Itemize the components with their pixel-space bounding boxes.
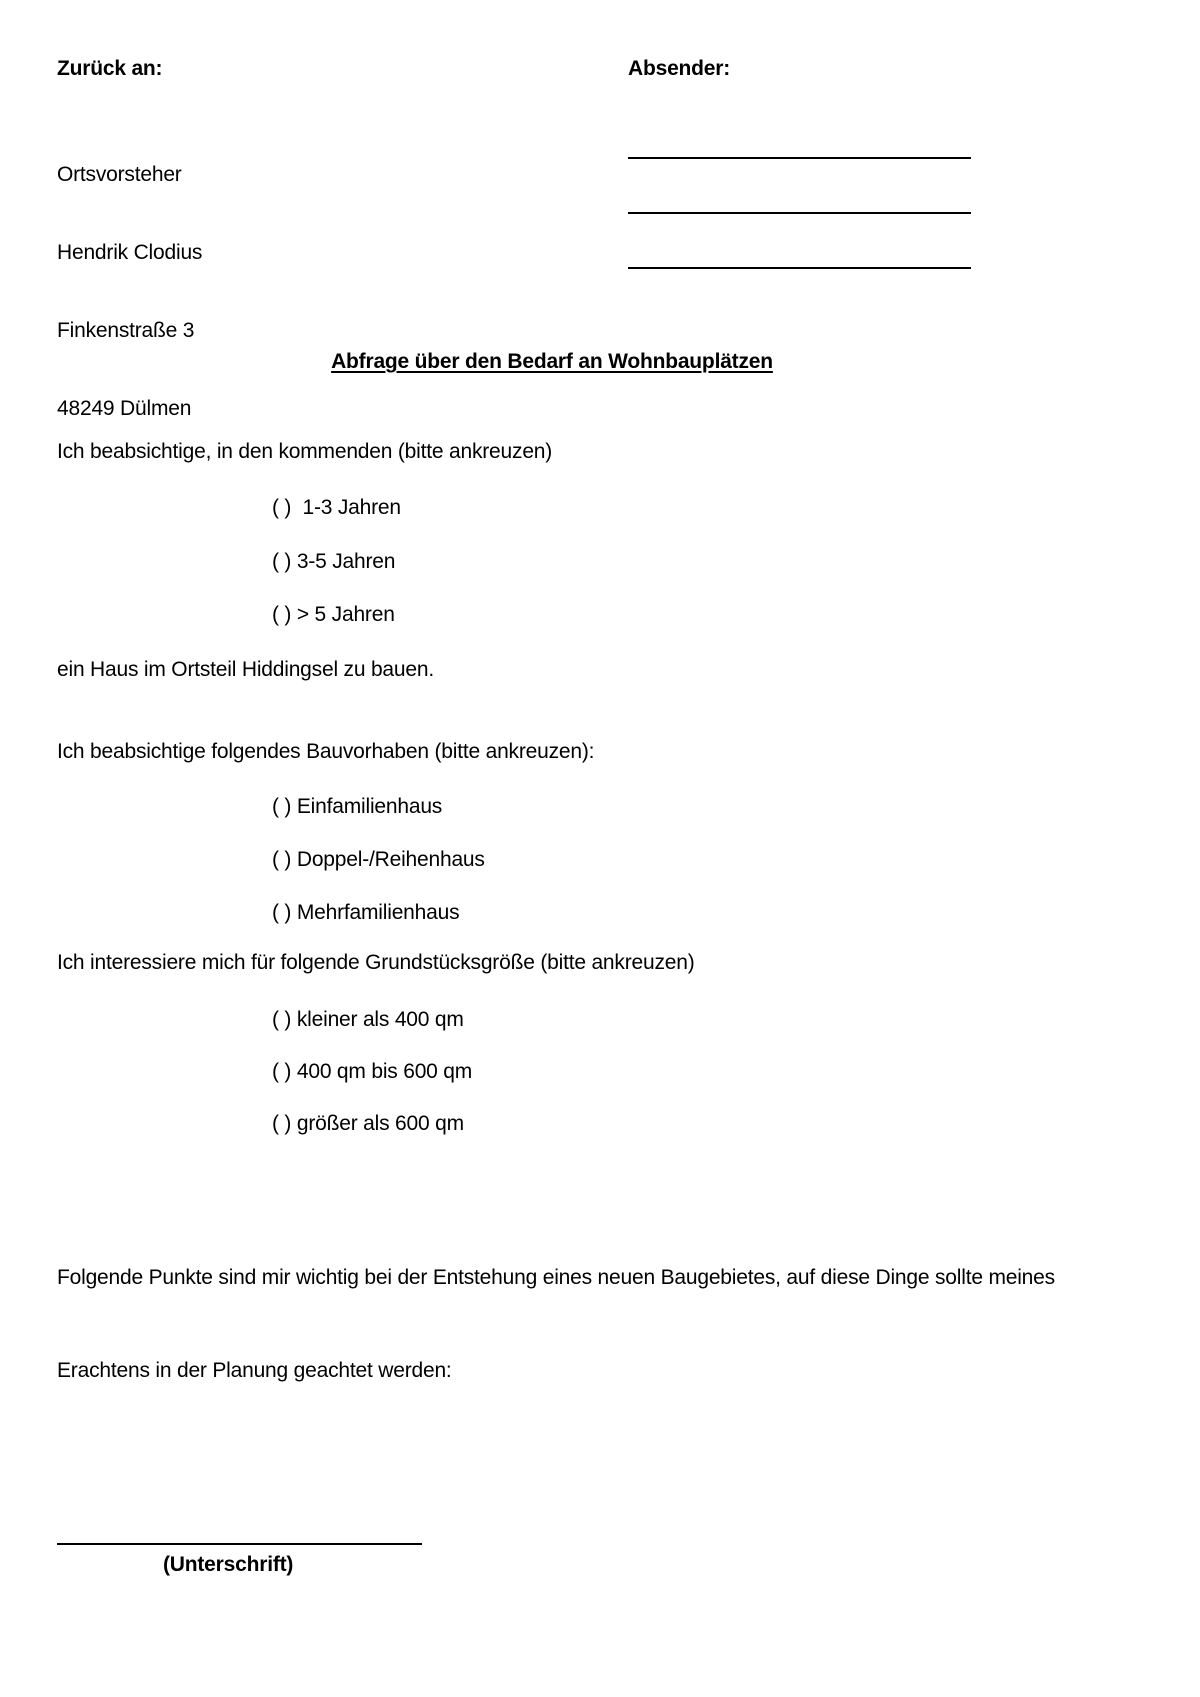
sender-blank-line-1 <box>628 157 971 159</box>
option-doppel-reihenhaus: ( ) Doppel-/Reihenhaus <box>272 848 485 871</box>
closing-paragraph <box>57 1200 1055 1448</box>
option-1-3-jahren: ( ) 1-3 Jahren <box>272 496 401 519</box>
question-plot-size-text: Ich interessiere mich für folgende Grundstücksgröße (bitte ankreuzen) <box>57 951 695 974</box>
page-title-text: Abfrage über den Bedarf an Wohnbauplätzen <box>331 350 773 373</box>
option-mehr-5-jahren: ( ) > 5 Jahren <box>272 603 395 626</box>
closing-paragraph-line2: Erachtens in der Planung geachtet werden: <box>57 1359 452 1382</box>
closing-paragraph-line1: Folgende Punkte sind mir wichtig bei der Entstehung eines neuen Baugebietes, auf diese Dinge sollte meines <box>57 1266 1055 1289</box>
question-timeframe-suffix: ein Haus im Ortsteil Hiddingsel zu bauen. <box>57 658 434 681</box>
question-building-type-text: Ich beabsichtige folgendes Bauvorhaben (bitte ankreuzen): <box>57 740 595 763</box>
return-to-address <box>57 110 202 474</box>
option-kleiner-400qm: ( ) kleiner als 400 qm <box>272 1008 464 1031</box>
question-timeframe-text: Ich beabsichtige, in den kommenden (bitte ankreuzen) <box>57 440 553 463</box>
option-400-600qm: ( ) 400 qm bis 600 qm <box>272 1060 473 1083</box>
sender-blank-line-3 <box>628 267 971 269</box>
address-line-name: Hendrik Clodius <box>57 241 203 264</box>
page-title <box>57 350 1047 374</box>
option-einfamilienhaus: ( ) Einfamilienhaus <box>272 795 443 818</box>
return-to-label: Zurück an: <box>57 57 163 80</box>
address-line-recipient: Ortsvorsteher <box>57 163 182 186</box>
address-line-street: Finkenstraße 3 <box>57 319 195 342</box>
option-3-5-jahren: ( ) 3-5 Jahren <box>272 550 396 573</box>
signature-blank-line <box>57 1543 422 1545</box>
sender-label: Absender: <box>628 57 731 80</box>
option-groesser-600qm: ( ) größer als 600 qm <box>272 1112 464 1135</box>
signature-label: (Unterschrift) <box>163 1553 294 1576</box>
address-line-city: 48249 Dülmen <box>57 397 192 420</box>
sender-blank-line-2 <box>628 212 971 214</box>
option-mehrfamilienhaus: ( ) Mehrfamilienhaus <box>272 901 460 924</box>
